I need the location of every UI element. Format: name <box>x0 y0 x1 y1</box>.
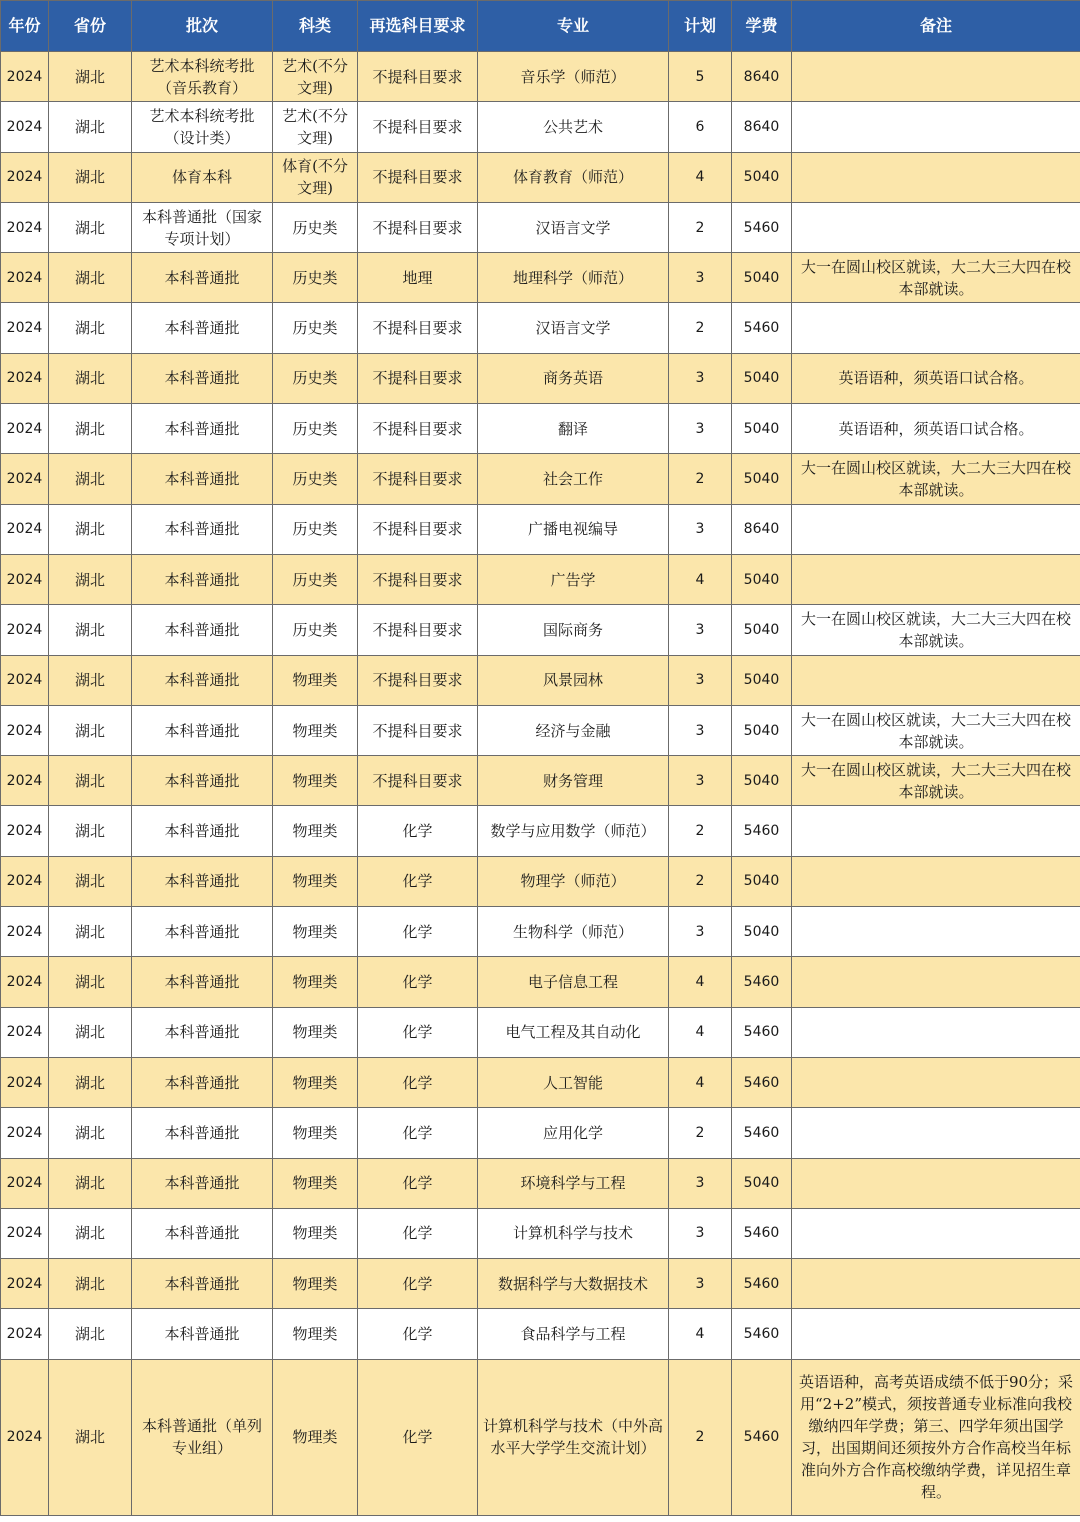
cell-category: 物理类 <box>273 806 358 856</box>
cell-year: 2024 <box>1 1208 49 1258</box>
cell-plan: 2 <box>669 303 732 353</box>
cell-batch: 本科普通批 <box>132 705 273 755</box>
cell-note: 英语语种，须英语口试合格。 <box>792 353 1080 403</box>
table-row <box>1 1259 1080 1309</box>
cell-subject: 化学 <box>358 907 478 957</box>
header-major: 专业 <box>478 1 669 52</box>
cell-batch: 本科普通批 <box>132 353 273 403</box>
cell-note <box>792 856 1080 906</box>
cell-subject: 化学 <box>358 1057 478 1107</box>
cell-plan: 4 <box>669 152 732 202</box>
cell-year: 2024 <box>1 504 49 554</box>
table-row <box>1 1208 1080 1258</box>
cell-major: 数学与应用数学（师范） <box>478 806 669 856</box>
cell-fee: 5040 <box>732 253 792 303</box>
header-province: 省份 <box>49 1 132 52</box>
cell-province: 湖北 <box>49 303 132 353</box>
cell-year: 2024 <box>1 1007 49 1057</box>
cell-batch: 本科普通批（单列专业组） <box>132 1359 273 1515</box>
cell-note <box>792 957 1080 1007</box>
cell-subject: 化学 <box>358 957 478 1007</box>
cell-major: 广播电视编导 <box>478 504 669 554</box>
header-year: 年份 <box>1 1 49 52</box>
cell-major: 国际商务 <box>478 605 669 655</box>
table-row <box>1 554 1080 604</box>
cell-category: 物理类 <box>273 1158 358 1208</box>
cell-fee: 5040 <box>732 756 792 806</box>
cell-year: 2024 <box>1 756 49 806</box>
cell-plan: 3 <box>669 1208 732 1258</box>
cell-category: 历史类 <box>273 454 358 504</box>
cell-subject: 不提科目要求 <box>358 605 478 655</box>
cell-note <box>792 907 1080 957</box>
header-category: 科类 <box>273 1 358 52</box>
cell-subject: 化学 <box>358 1108 478 1158</box>
cell-year: 2024 <box>1 1259 49 1309</box>
cell-batch: 本科普通批 <box>132 554 273 604</box>
cell-fee: 5040 <box>732 605 792 655</box>
cell-province: 湖北 <box>49 957 132 1007</box>
cell-category: 物理类 <box>273 1007 358 1057</box>
cell-note <box>792 806 1080 856</box>
cell-fee: 5040 <box>732 554 792 604</box>
cell-fee: 5460 <box>732 1007 792 1057</box>
cell-subject: 不提科目要求 <box>358 52 478 102</box>
cell-plan: 3 <box>669 655 732 705</box>
cell-fee: 8640 <box>732 504 792 554</box>
table-row <box>1 253 1080 303</box>
cell-fee: 5040 <box>732 655 792 705</box>
cell-fee: 8640 <box>732 52 792 102</box>
table-row <box>1 454 1080 504</box>
cell-major: 地理科学（师范） <box>478 253 669 303</box>
cell-plan: 3 <box>669 1158 732 1208</box>
cell-batch: 本科普通批 <box>132 1057 273 1107</box>
cell-note <box>792 102 1080 152</box>
cell-note <box>792 1057 1080 1107</box>
cell-category: 历史类 <box>273 253 358 303</box>
table-row <box>1 756 1080 806</box>
cell-major: 数据科学与大数据技术 <box>478 1259 669 1309</box>
cell-major: 广告学 <box>478 554 669 604</box>
cell-subject: 不提科目要求 <box>358 504 478 554</box>
cell-year: 2024 <box>1 102 49 152</box>
cell-year: 2024 <box>1 554 49 604</box>
cell-plan: 3 <box>669 705 732 755</box>
cell-note: 大一在圆山校区就读，大二大三大四在校本部就读。 <box>792 253 1080 303</box>
cell-province: 湖北 <box>49 1259 132 1309</box>
cell-batch: 本科普通批 <box>132 1108 273 1158</box>
cell-batch: 本科普通批 <box>132 907 273 957</box>
cell-category: 物理类 <box>273 907 358 957</box>
cell-batch: 本科普通批 <box>132 1007 273 1057</box>
cell-province: 湖北 <box>49 152 132 202</box>
cell-fee: 5040 <box>732 705 792 755</box>
cell-fee: 5460 <box>732 1208 792 1258</box>
cell-province: 湖北 <box>49 454 132 504</box>
table-row <box>1 856 1080 906</box>
cell-year: 2024 <box>1 1108 49 1158</box>
cell-plan: 6 <box>669 102 732 152</box>
table-row <box>1 303 1080 353</box>
cell-fee: 5460 <box>732 1359 792 1515</box>
cell-major: 汉语言文学 <box>478 303 669 353</box>
cell-year: 2024 <box>1 1309 49 1359</box>
cell-fee: 5460 <box>732 202 792 252</box>
cell-plan: 4 <box>669 554 732 604</box>
cell-year: 2024 <box>1 202 49 252</box>
cell-subject: 不提科目要求 <box>358 554 478 604</box>
cell-fee: 5460 <box>732 303 792 353</box>
cell-province: 湖北 <box>49 1359 132 1515</box>
cell-category: 艺术(不分文理) <box>273 52 358 102</box>
cell-year: 2024 <box>1 655 49 705</box>
header-row <box>1 1 1080 52</box>
cell-note <box>792 1108 1080 1158</box>
cell-batch: 本科普通批 <box>132 1208 273 1258</box>
cell-fee: 5460 <box>732 1057 792 1107</box>
cell-category: 物理类 <box>273 1208 358 1258</box>
cell-major: 翻译 <box>478 404 669 454</box>
cell-major: 人工智能 <box>478 1057 669 1107</box>
cell-category: 历史类 <box>273 504 358 554</box>
cell-note <box>792 152 1080 202</box>
cell-year: 2024 <box>1 404 49 454</box>
cell-batch: 本科普通批 <box>132 253 273 303</box>
cell-subject: 不提科目要求 <box>358 705 478 755</box>
cell-category: 物理类 <box>273 1309 358 1359</box>
cell-year: 2024 <box>1 253 49 303</box>
table-row <box>1 655 1080 705</box>
cell-subject: 不提科目要求 <box>358 756 478 806</box>
cell-category: 物理类 <box>273 1057 358 1107</box>
cell-subject: 化学 <box>358 1359 478 1515</box>
cell-major: 电气工程及其自动化 <box>478 1007 669 1057</box>
cell-plan: 3 <box>669 907 732 957</box>
cell-subject: 地理 <box>358 253 478 303</box>
cell-fee: 5040 <box>732 907 792 957</box>
cell-plan: 3 <box>669 404 732 454</box>
cell-plan: 3 <box>669 756 732 806</box>
cell-province: 湖北 <box>49 554 132 604</box>
cell-province: 湖北 <box>49 1057 132 1107</box>
table-row <box>1 52 1080 102</box>
cell-plan: 4 <box>669 957 732 1007</box>
cell-batch: 本科普通批 <box>132 1158 273 1208</box>
cell-subject: 不提科目要求 <box>358 202 478 252</box>
cell-plan: 3 <box>669 605 732 655</box>
cell-note: 英语语种，高考英语成绩不低于90分；采用“2+2”模式，须按普通专业标准向我校缴纳四年学费；第三、四学年须出国学习，出国期间还须按外方合作高校当年标准向外方合作高校缴纳学费，详见招生章程。 <box>792 1359 1080 1515</box>
cell-batch: 本科普通批 <box>132 1259 273 1309</box>
cell-province: 湖北 <box>49 705 132 755</box>
cell-fee: 8640 <box>732 102 792 152</box>
cell-subject: 化学 <box>358 1208 478 1258</box>
cell-category: 历史类 <box>273 554 358 604</box>
cell-year: 2024 <box>1 1359 49 1515</box>
table-row <box>1 152 1080 202</box>
cell-note <box>792 1007 1080 1057</box>
cell-province: 湖北 <box>49 1208 132 1258</box>
cell-note: 大一在圆山校区就读，大二大三大四在校本部就读。 <box>792 454 1080 504</box>
cell-subject: 化学 <box>358 1007 478 1057</box>
cell-fee: 5040 <box>732 454 792 504</box>
cell-province: 湖北 <box>49 655 132 705</box>
cell-year: 2024 <box>1 303 49 353</box>
cell-batch: 体育本科 <box>132 152 273 202</box>
cell-major: 体育教育（师范） <box>478 152 669 202</box>
cell-category: 历史类 <box>273 404 358 454</box>
cell-category: 物理类 <box>273 856 358 906</box>
cell-province: 湖北 <box>49 1309 132 1359</box>
cell-major: 音乐学（师范） <box>478 52 669 102</box>
cell-category: 历史类 <box>273 202 358 252</box>
cell-fee: 5040 <box>732 1158 792 1208</box>
cell-note <box>792 1259 1080 1309</box>
header-subject-requirement: 再选科目要求 <box>358 1 478 52</box>
cell-note: 大一在圆山校区就读，大二大三大四在校本部就读。 <box>792 605 1080 655</box>
cell-year: 2024 <box>1 856 49 906</box>
cell-year: 2024 <box>1 907 49 957</box>
table-row <box>1 1057 1080 1107</box>
cell-note <box>792 1208 1080 1258</box>
cell-note <box>792 1158 1080 1208</box>
table-row <box>1 353 1080 403</box>
header-batch: 批次 <box>132 1 273 52</box>
cell-note <box>792 202 1080 252</box>
cell-major: 公共艺术 <box>478 102 669 152</box>
cell-province: 湖北 <box>49 1007 132 1057</box>
cell-fee: 5460 <box>732 806 792 856</box>
table-row <box>1 1007 1080 1057</box>
cell-batch: 本科普通批（国家专项计划） <box>132 202 273 252</box>
cell-major: 计算机科学与技术（中外高水平大学学生交流计划） <box>478 1359 669 1515</box>
header-fee: 学费 <box>732 1 792 52</box>
cell-subject: 化学 <box>358 1259 478 1309</box>
cell-plan: 2 <box>669 1359 732 1515</box>
table-row <box>1 1359 1080 1515</box>
cell-year: 2024 <box>1 454 49 504</box>
cell-subject: 化学 <box>358 1309 478 1359</box>
cell-province: 湖北 <box>49 102 132 152</box>
table-row <box>1 605 1080 655</box>
cell-year: 2024 <box>1 806 49 856</box>
cell-fee: 5460 <box>732 1259 792 1309</box>
cell-category: 物理类 <box>273 655 358 705</box>
cell-category: 物理类 <box>273 1259 358 1309</box>
cell-province: 湖北 <box>49 52 132 102</box>
cell-note <box>792 504 1080 554</box>
cell-category: 物理类 <box>273 705 358 755</box>
cell-subject: 不提科目要求 <box>358 454 478 504</box>
cell-major: 应用化学 <box>478 1108 669 1158</box>
cell-fee: 5040 <box>732 856 792 906</box>
cell-note <box>792 1309 1080 1359</box>
table-row <box>1 1309 1080 1359</box>
cell-province: 湖北 <box>49 353 132 403</box>
table-row <box>1 504 1080 554</box>
cell-year: 2024 <box>1 957 49 1007</box>
cell-category: 物理类 <box>273 1108 358 1158</box>
header-plan: 计划 <box>669 1 732 52</box>
cell-note <box>792 554 1080 604</box>
cell-major: 商务英语 <box>478 353 669 403</box>
cell-year: 2024 <box>1 605 49 655</box>
cell-plan: 2 <box>669 856 732 906</box>
cell-plan: 4 <box>669 1057 732 1107</box>
cell-province: 湖北 <box>49 605 132 655</box>
cell-subject: 不提科目要求 <box>358 102 478 152</box>
cell-note: 英语语种，须英语口试合格。 <box>792 404 1080 454</box>
cell-major: 经济与金融 <box>478 705 669 755</box>
cell-year: 2024 <box>1 705 49 755</box>
cell-note: 大一在圆山校区就读，大二大三大四在校本部就读。 <box>792 756 1080 806</box>
cell-note <box>792 655 1080 705</box>
cell-batch: 本科普通批 <box>132 1309 273 1359</box>
cell-plan: 3 <box>669 1259 732 1309</box>
cell-major: 食品科学与工程 <box>478 1309 669 1359</box>
cell-category: 物理类 <box>273 957 358 1007</box>
cell-category: 体育(不分文理) <box>273 152 358 202</box>
cell-fee: 5040 <box>732 152 792 202</box>
cell-subject: 化学 <box>358 1158 478 1208</box>
cell-note <box>792 52 1080 102</box>
table-row <box>1 1158 1080 1208</box>
cell-major: 财务管理 <box>478 756 669 806</box>
cell-plan: 3 <box>669 504 732 554</box>
cell-year: 2024 <box>1 52 49 102</box>
cell-category: 艺术(不分文理) <box>273 102 358 152</box>
cell-batch: 本科普通批 <box>132 404 273 454</box>
cell-province: 湖北 <box>49 202 132 252</box>
cell-year: 2024 <box>1 152 49 202</box>
cell-major: 汉语言文学 <box>478 202 669 252</box>
cell-plan: 4 <box>669 1007 732 1057</box>
cell-plan: 2 <box>669 1108 732 1158</box>
cell-year: 2024 <box>1 1057 49 1107</box>
cell-batch: 本科普通批 <box>132 856 273 906</box>
cell-note: 大一在圆山校区就读，大二大三大四在校本部就读。 <box>792 705 1080 755</box>
cell-batch: 本科普通批 <box>132 605 273 655</box>
cell-category: 历史类 <box>273 353 358 403</box>
cell-batch: 本科普通批 <box>132 806 273 856</box>
cell-province: 湖北 <box>49 856 132 906</box>
cell-subject: 不提科目要求 <box>358 655 478 705</box>
cell-fee: 5460 <box>732 1108 792 1158</box>
table-row <box>1 705 1080 755</box>
cell-major: 电子信息工程 <box>478 957 669 1007</box>
cell-major: 风景园林 <box>478 655 669 705</box>
cell-batch: 艺术本科统考批（音乐教育） <box>132 52 273 102</box>
cell-batch: 本科普通批 <box>132 454 273 504</box>
cell-major: 环境科学与工程 <box>478 1158 669 1208</box>
cell-fee: 5460 <box>732 957 792 1007</box>
cell-batch: 本科普通批 <box>132 756 273 806</box>
cell-province: 湖北 <box>49 1158 132 1208</box>
cell-year: 2024 <box>1 1158 49 1208</box>
table-row <box>1 907 1080 957</box>
cell-subject: 化学 <box>358 856 478 906</box>
cell-province: 湖北 <box>49 806 132 856</box>
cell-batch: 本科普通批 <box>132 655 273 705</box>
cell-fee: 5040 <box>732 404 792 454</box>
table-row <box>1 1108 1080 1158</box>
cell-subject: 不提科目要求 <box>358 152 478 202</box>
cell-plan: 5 <box>669 52 732 102</box>
cell-plan: 2 <box>669 202 732 252</box>
cell-plan: 4 <box>669 1309 732 1359</box>
cell-plan: 2 <box>669 806 732 856</box>
cell-plan: 2 <box>669 454 732 504</box>
cell-major: 社会工作 <box>478 454 669 504</box>
cell-province: 湖北 <box>49 253 132 303</box>
cell-fee: 5460 <box>732 1309 792 1359</box>
cell-major: 计算机科学与技术 <box>478 1208 669 1258</box>
table-row <box>1 957 1080 1007</box>
cell-plan: 3 <box>669 353 732 403</box>
cell-province: 湖北 <box>49 907 132 957</box>
cell-category: 物理类 <box>273 1359 358 1515</box>
table-body <box>1 52 1080 1516</box>
cell-province: 湖北 <box>49 756 132 806</box>
cell-batch: 本科普通批 <box>132 957 273 1007</box>
cell-category: 历史类 <box>273 605 358 655</box>
cell-province: 湖北 <box>49 504 132 554</box>
cell-batch: 本科普通批 <box>132 303 273 353</box>
cell-batch: 艺术本科统考批（设计类） <box>132 102 273 152</box>
cell-year: 2024 <box>1 353 49 403</box>
cell-major: 生物科学（师范） <box>478 907 669 957</box>
table-row <box>1 202 1080 252</box>
cell-major: 物理学（师范） <box>478 856 669 906</box>
cell-category: 历史类 <box>273 303 358 353</box>
cell-subject: 不提科目要求 <box>358 404 478 454</box>
cell-subject: 不提科目要求 <box>358 353 478 403</box>
cell-province: 湖北 <box>49 404 132 454</box>
cell-note <box>792 303 1080 353</box>
cell-subject: 化学 <box>358 806 478 856</box>
header-note: 备注 <box>792 1 1080 52</box>
cell-category: 物理类 <box>273 756 358 806</box>
table-row <box>1 806 1080 856</box>
table-row <box>1 102 1080 152</box>
table-row <box>1 404 1080 454</box>
cell-province: 湖北 <box>49 1108 132 1158</box>
cell-subject: 不提科目要求 <box>358 303 478 353</box>
cell-fee: 5040 <box>732 353 792 403</box>
cell-plan: 3 <box>669 253 732 303</box>
cell-batch: 本科普通批 <box>132 504 273 554</box>
